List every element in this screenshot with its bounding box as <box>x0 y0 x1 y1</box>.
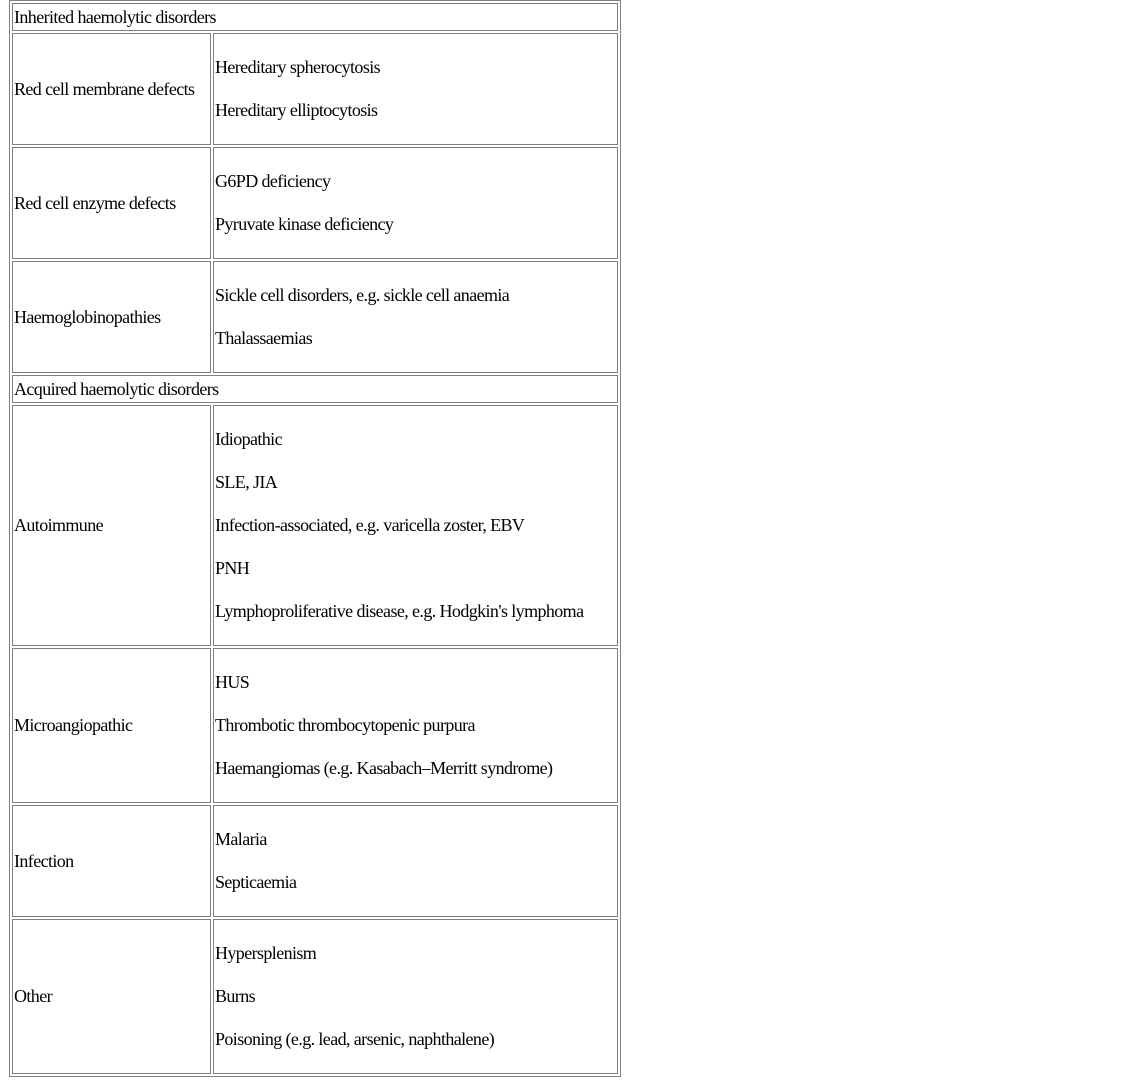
list-item: Poisoning (e.g. lead, arsenic, naphthalene) <box>215 1029 495 1049</box>
items-cell <box>213 147 618 259</box>
list-item: Infection-associated, e.g. varicella zoster, EBV <box>215 515 525 535</box>
list-item: Thrombotic thrombocytopenic purpura <box>215 715 475 735</box>
list-item: SLE, JIA <box>215 472 278 492</box>
section-header-row <box>12 3 618 31</box>
list-item: Septicaemia <box>215 872 297 892</box>
table-row <box>12 261 618 373</box>
category-cell: Other <box>12 919 211 1074</box>
list-item: PNH <box>215 558 250 578</box>
table-row <box>12 805 618 917</box>
list-item: HUS <box>215 672 250 692</box>
section-header-row <box>12 375 618 403</box>
category-cell: Haemoglobinopathies <box>12 261 211 373</box>
items-cell <box>213 919 618 1074</box>
section-header-acquired: Acquired haemolytic disorders <box>12 375 618 403</box>
items-cell <box>213 261 618 373</box>
list-item: Thalassaemias <box>215 328 313 348</box>
items-cell <box>213 33 618 145</box>
list-item: Sickle cell disorders, e.g. sickle cell anaemia <box>215 285 510 305</box>
list-item: Haemangiomas (e.g. Kasabach–Merritt syndrome) <box>215 758 553 778</box>
section-header-inherited: Inherited haemolytic disorders <box>12 3 618 31</box>
list-item: Idiopathic <box>215 429 282 449</box>
table-row <box>12 648 618 803</box>
category-cell: Infection <box>12 805 211 917</box>
category-cell: Autoimmune <box>12 405 211 646</box>
table-row <box>12 147 618 259</box>
list-item: Hereditary spherocytosis <box>215 57 381 77</box>
items-cell <box>213 805 618 917</box>
list-item: Malaria <box>215 829 267 849</box>
items-cell <box>213 405 618 646</box>
list-item: Hypersplenism <box>215 943 317 963</box>
category-cell: Red cell membrane defects <box>12 33 211 145</box>
list-item: Lymphoproliferative disease, e.g. Hodgkin's lymphoma <box>215 601 584 621</box>
list-item: Pyruvate kinase deficiency <box>215 214 394 234</box>
category-cell: Microangiopathic <box>12 648 211 803</box>
list-item: Hereditary elliptocytosis <box>215 100 378 120</box>
haemolytic-disorders-table <box>9 0 621 1077</box>
table-row <box>12 33 618 145</box>
list-item: Burns <box>215 986 256 1006</box>
table-row <box>12 405 618 646</box>
list-item: G6PD deficiency <box>215 171 331 191</box>
table-row <box>12 919 618 1074</box>
items-cell <box>213 648 618 803</box>
category-cell: Red cell enzyme defects <box>12 147 211 259</box>
